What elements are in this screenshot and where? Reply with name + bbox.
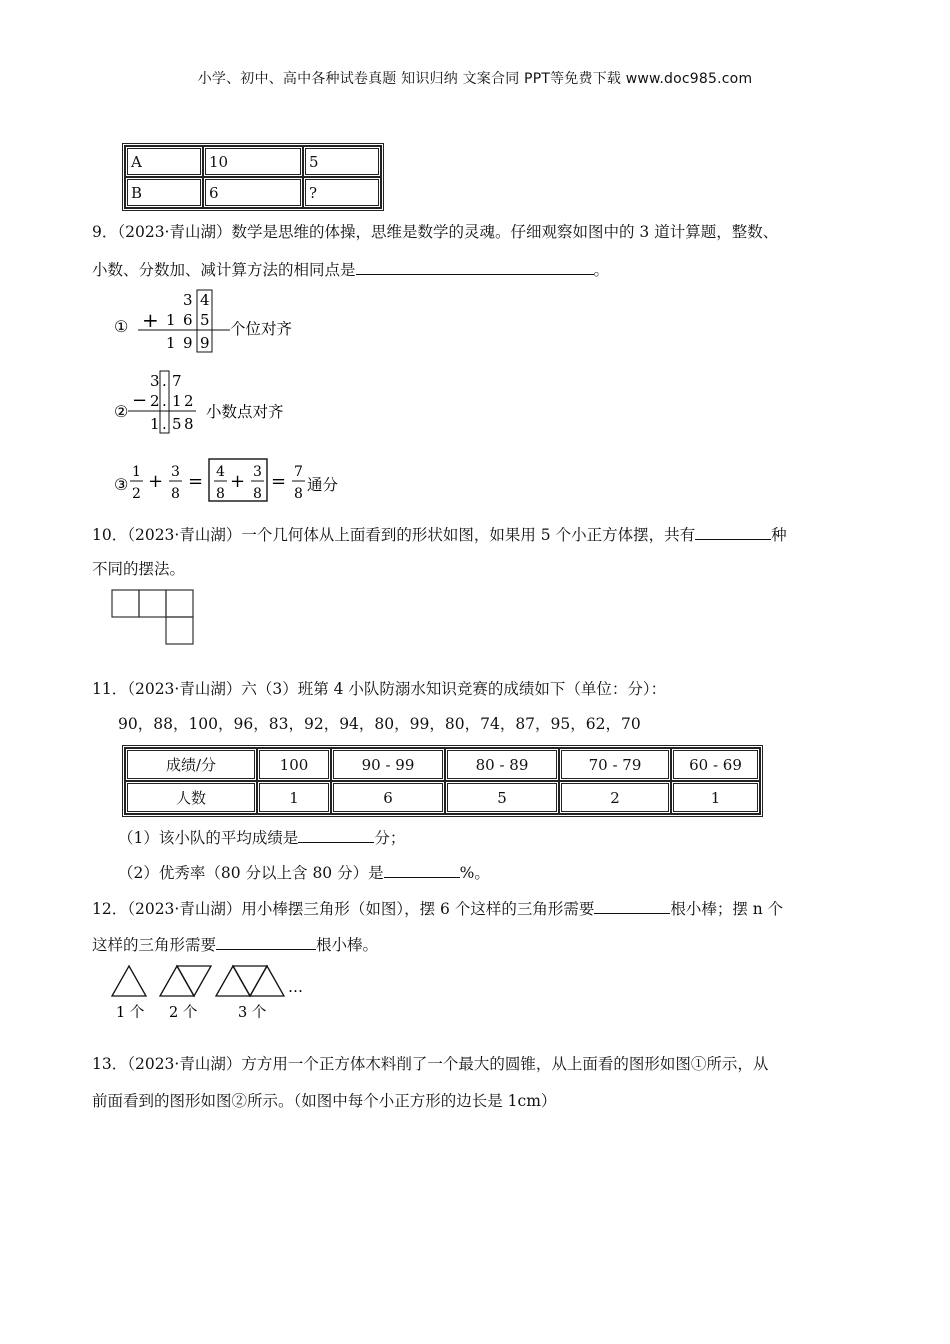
q9-fig2 <box>110 369 330 435</box>
fig2-digit: . <box>162 392 167 410</box>
fig3-num: 4 <box>216 464 225 480</box>
fig3-den: 2 <box>132 486 141 502</box>
fig3-eq: = <box>271 471 287 492</box>
fig2-digit: 5 <box>172 415 182 433</box>
fig1-digit: 6 <box>183 311 193 329</box>
fig3-num: 3 <box>253 464 262 480</box>
q10-top-view-figure <box>110 588 200 648</box>
fig3-num: 7 <box>294 464 303 480</box>
q12-line1-mid: 根小棒；摆 n 个 <box>670 900 784 918</box>
fig3-plus: + <box>230 471 246 492</box>
fig2-label: 小数点对齐 <box>206 403 284 421</box>
q10-answer-blank[interactable] <box>695 523 771 540</box>
top-table-cell: A <box>125 146 203 177</box>
fig3-marker: ③ <box>114 475 129 494</box>
q9-fig1 <box>110 288 310 354</box>
fig2-digit: 3 <box>150 372 160 390</box>
q12-line1-text: 12．（2023·青山湖）用小棒摆三角形（如图），摆 6 个这样的三角形需要 <box>92 900 595 918</box>
q11-sub2-end: %。 <box>459 864 490 882</box>
q11-table-header: 80 - 89 <box>445 748 559 781</box>
top-table-cell: B <box>125 177 203 208</box>
q11-sub1-blank[interactable] <box>298 826 374 843</box>
q12-triangle-figure <box>108 962 328 1022</box>
q10-square <box>166 590 193 617</box>
fig3-num: 1 <box>132 464 141 480</box>
fig1-digit: 1 <box>166 334 176 352</box>
q12-triangle <box>177 966 211 996</box>
fig2-digit: 2 <box>184 392 194 410</box>
fig2-marker: ② <box>114 402 129 421</box>
q12-label: 1 个 <box>116 1005 145 1021</box>
fig1-digit: 9 <box>200 334 210 352</box>
q12-triangle <box>233 966 267 996</box>
fig1-marker: ① <box>114 317 129 336</box>
q11-sub2-text: （2）优秀率（80 分以上含 80 分）是 <box>118 864 384 882</box>
top-table-cell: 5 <box>303 146 381 177</box>
q12-triangle <box>216 966 250 996</box>
q11-table-cell: 人数 <box>125 781 257 814</box>
q10-square <box>166 617 193 644</box>
q10-square <box>112 590 139 617</box>
fig2-digit: 1 <box>172 392 182 410</box>
fig2-digit: . <box>162 415 167 433</box>
q12-line2 <box>92 933 378 955</box>
fig3-num: 3 <box>171 464 180 480</box>
q9-line2-end: 。 <box>593 261 610 279</box>
q12-triangle <box>112 966 146 996</box>
q12-label: 3 个 <box>238 1005 267 1021</box>
q11-sub1 <box>118 826 405 848</box>
q12-line1 <box>92 897 783 919</box>
fig2-digit: 7 <box>172 372 182 390</box>
fig2-op: − <box>132 390 148 411</box>
q9-line2 <box>92 258 609 280</box>
q13-line1: 13．（2023·青山湖）方方用一个正方体木料削了一个最大的圆锥，从上面看的图形如图①所示，从 <box>92 1055 769 1073</box>
q10-line1-end: 种 <box>771 526 787 544</box>
fig2-digit: 8 <box>184 415 194 433</box>
fig1-digit: 5 <box>200 311 210 329</box>
q12-triangle <box>160 966 194 996</box>
q10-line1-text: 10．（2023·青山湖）一个几何体从上面看到的形状如图，如果用 5 个小正方体摆，共有 <box>92 526 696 544</box>
fig3-den: 8 <box>216 486 225 502</box>
q12-ellipsis: … <box>288 978 303 996</box>
q11-sub2-blank[interactable] <box>384 861 460 878</box>
q11-sub1-text: （1）该小队的平均成绩是 <box>118 829 299 847</box>
q10-line2: 不同的摆法。 <box>92 560 186 578</box>
q12-blank1[interactable] <box>594 897 670 914</box>
q10-square <box>139 590 166 617</box>
fig1-digit: 1 <box>166 311 176 329</box>
q9-answer-blank[interactable] <box>356 258 594 275</box>
q9-line1: 9．（2023·青山湖）数学是思维的体操，思维是数学的灵魂。仔细观察如图中的 3 道计算题，整数、 <box>92 223 779 241</box>
fig3-plus: + <box>148 471 164 492</box>
q11-sub2 <box>118 861 490 883</box>
fig3-label: 通分 <box>307 476 339 494</box>
fig1-digit: 3 <box>183 291 193 309</box>
q11-table-cell: 5 <box>445 781 559 814</box>
fig2-digit: 2 <box>150 392 160 410</box>
fig3-den: 8 <box>171 486 180 502</box>
q11-table-cell: 1 <box>257 781 331 814</box>
q11-table-cell: 6 <box>331 781 445 814</box>
q11-score-table <box>122 745 763 817</box>
q12-blank2[interactable] <box>216 933 316 950</box>
top-table <box>122 143 384 211</box>
q9-fig3 <box>110 456 370 504</box>
fig3-den: 8 <box>253 486 262 502</box>
page-header: 小学、初中、高中各种试卷真题 知识归纳 文案合同 PPT等免费下载 www.doc985.com <box>197 71 753 87</box>
q11-line1: 11．（2023·青山湖）六（3）班第 4 小队防溺水知识竞赛的成绩如下（单位：分）： <box>92 680 667 698</box>
q11-table-header: 成绩/分 <box>125 748 257 781</box>
fig1-digit: 4 <box>200 291 210 309</box>
fig2-digit: . <box>162 372 167 390</box>
q12-triangle <box>250 966 284 996</box>
q11-table-cell: 2 <box>559 781 671 814</box>
q12-line2-end: 根小棒。 <box>316 936 379 954</box>
q9-line2-text: 小数、分数加、减计算方法的相同点是 <box>92 261 356 279</box>
fig3-den: 8 <box>294 486 303 502</box>
q12-label: 2 个 <box>169 1005 198 1021</box>
q11-table-cell: 1 <box>671 781 760 814</box>
q11-table-header: 60 - 69 <box>671 748 760 781</box>
q11-table-header: 100 <box>257 748 331 781</box>
top-table-cell: ? <box>303 177 381 208</box>
q11-scores: 90，88，100，96，83，92，94，80，99，80，74，87，95，62，70 <box>118 715 641 733</box>
q11-sub1-end: 分； <box>374 829 406 847</box>
top-table-cell: 6 <box>203 177 303 208</box>
fig1-label: 个位对齐 <box>230 320 293 338</box>
q13-line2: 前面看到的图形如图②所示。（如图中每个小正方形的边长是 1cm） <box>92 1092 557 1110</box>
q10-line1 <box>92 523 787 545</box>
fig1-digit: 9 <box>183 334 193 352</box>
q12-line2-text: 这样的三角形需要 <box>92 936 217 954</box>
q11-table-header: 70 - 79 <box>559 748 671 781</box>
q11-table-header: 90 - 99 <box>331 748 445 781</box>
fig3-eq: = <box>188 471 204 492</box>
fig2-digit: 1 <box>150 415 160 433</box>
top-table-cell: 10 <box>203 146 303 177</box>
fig1-op: + <box>142 308 159 332</box>
